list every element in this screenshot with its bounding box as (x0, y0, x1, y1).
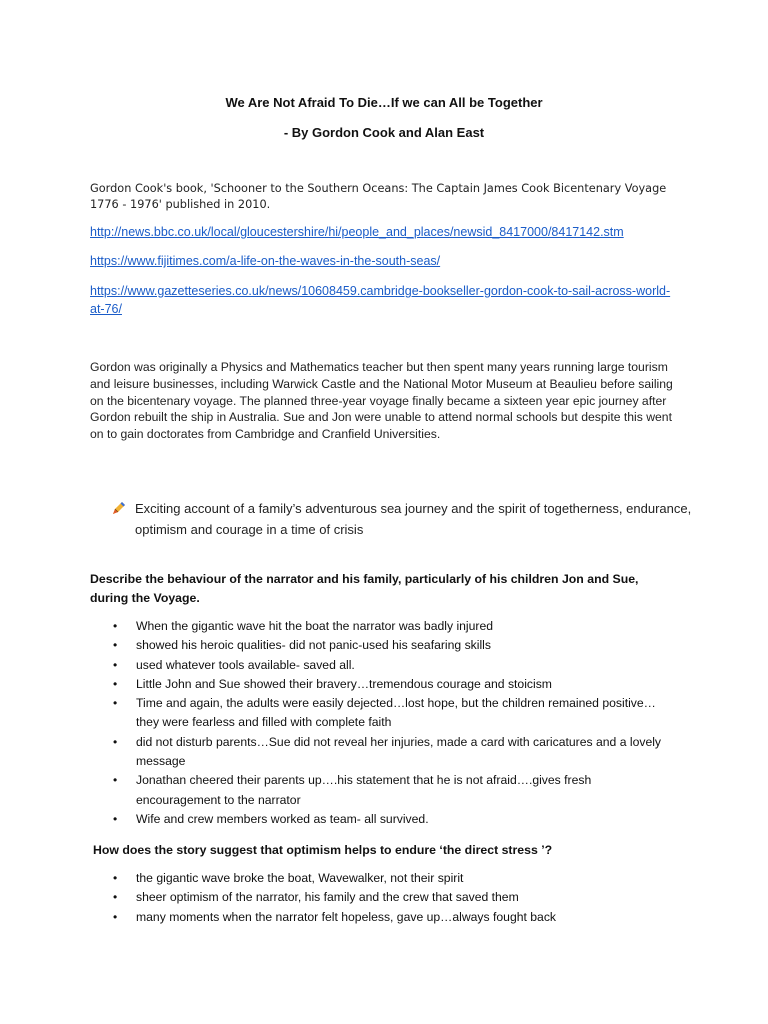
bullet-icon: • (113, 811, 118, 826)
question-behaviour: Describe the behaviour of the narrator and his family, particularly of his children Jon and Sue, during the Voyage. (90, 572, 639, 605)
bullet-icon: • (113, 638, 118, 653)
bullet-icon: • (113, 890, 118, 905)
author-bio: Gordon was originally a Physics and Mathematics teacher but then spent many years running large tourism and leisure businesses, including Warwick Castle and the National Motor Museum at Beaulieu before sailing on the bicentenary voyage. The planned three-year voyage finally became a sixteen year epic journey after Gordon rebuilt the ship in Australia. Sue and Jon were unable to attend normal schools but despite this went on to gain doctorates from Cambridge and Cranfield Universities. (90, 360, 673, 442)
bullet-icon: • (113, 676, 118, 691)
bullet-icon: • (113, 871, 118, 885)
link-gazette[interactable]: https://www.gazetteseries.co.uk/news/10608459.cambridge-bookseller-gordon-cook-to-sail-across-world-at-76/ (90, 284, 671, 316)
list-item: • Little John and Sue showed their bravery…tremendous courage and stoicism (110, 675, 670, 694)
book-note: Gordon Cook's book, 'Schooner to the Southern Oceans: The Captain James Cook Bicentenary Voyage 1776 - 1976' published in 2010. (90, 182, 667, 211)
answers-optimism-list (110, 869, 670, 927)
highlight-text: Exciting account of a family’s adventurous sea journey and the spirit of togetherness, endurance, optimism and courage in a time of crisis (135, 501, 692, 537)
bullet-icon: • (113, 734, 118, 749)
list-item: • Time and again, the adults were easily dejected…lost hope, but the children remained positive…they were fearless and filled with complete faith (113, 696, 656, 730)
list-item: • sheer optimism of the narrator, his family and the crew that saved them (110, 888, 670, 907)
question-optimism: How does the story suggest that optimism helps to endure ‘the direct stress ’? (93, 843, 553, 857)
bullet-icon: • (113, 773, 118, 788)
list-item: • Wife and crew members worked as team- all survived. (110, 810, 670, 829)
bullet-icon: • (113, 696, 118, 711)
link-fijitimes[interactable]: https://www.fijitimes.com/a-life-on-the-waves-in-the-south-seas/ (90, 254, 441, 268)
bullet-icon: • (113, 909, 118, 924)
list-item: • When the gigantic wave hit the boat the narrator was badly injured (110, 617, 670, 636)
list-item: • showed his heroic qualities- did not panic-used his seafaring skills (110, 636, 670, 655)
answers-behaviour-list (110, 617, 670, 829)
list-item: • used whatever tools available- saved all. (110, 656, 670, 675)
list-item: • many moments when the narrator felt hopeless, gave up…always fought back (110, 908, 670, 927)
list-item: • did not disturb parents…Sue did not reveal her injuries, made a card with caricatures and a lovely message (113, 734, 662, 769)
bullet-icon: • (113, 657, 118, 672)
document-title: We Are Not Afraid To Die…If we can All be Together (225, 95, 543, 110)
pencil-bullet-icon (111, 500, 127, 516)
link-bbc[interactable]: http://news.bbc.co.uk/local/gloucestershire/hi/people_and_places/newsid_8417000/8417142.stm (90, 225, 624, 239)
bullet-icon: • (113, 619, 118, 633)
list-item: • the gigantic wave broke the boat, Wavewalker, not their spirit (110, 869, 670, 888)
document-byline: - By Gordon Cook and Alan East (283, 125, 485, 140)
list-item: • Jonathan cheered their parents up….his statement that he is not afraid….gives fresh encouragement to the narrator (113, 773, 592, 807)
